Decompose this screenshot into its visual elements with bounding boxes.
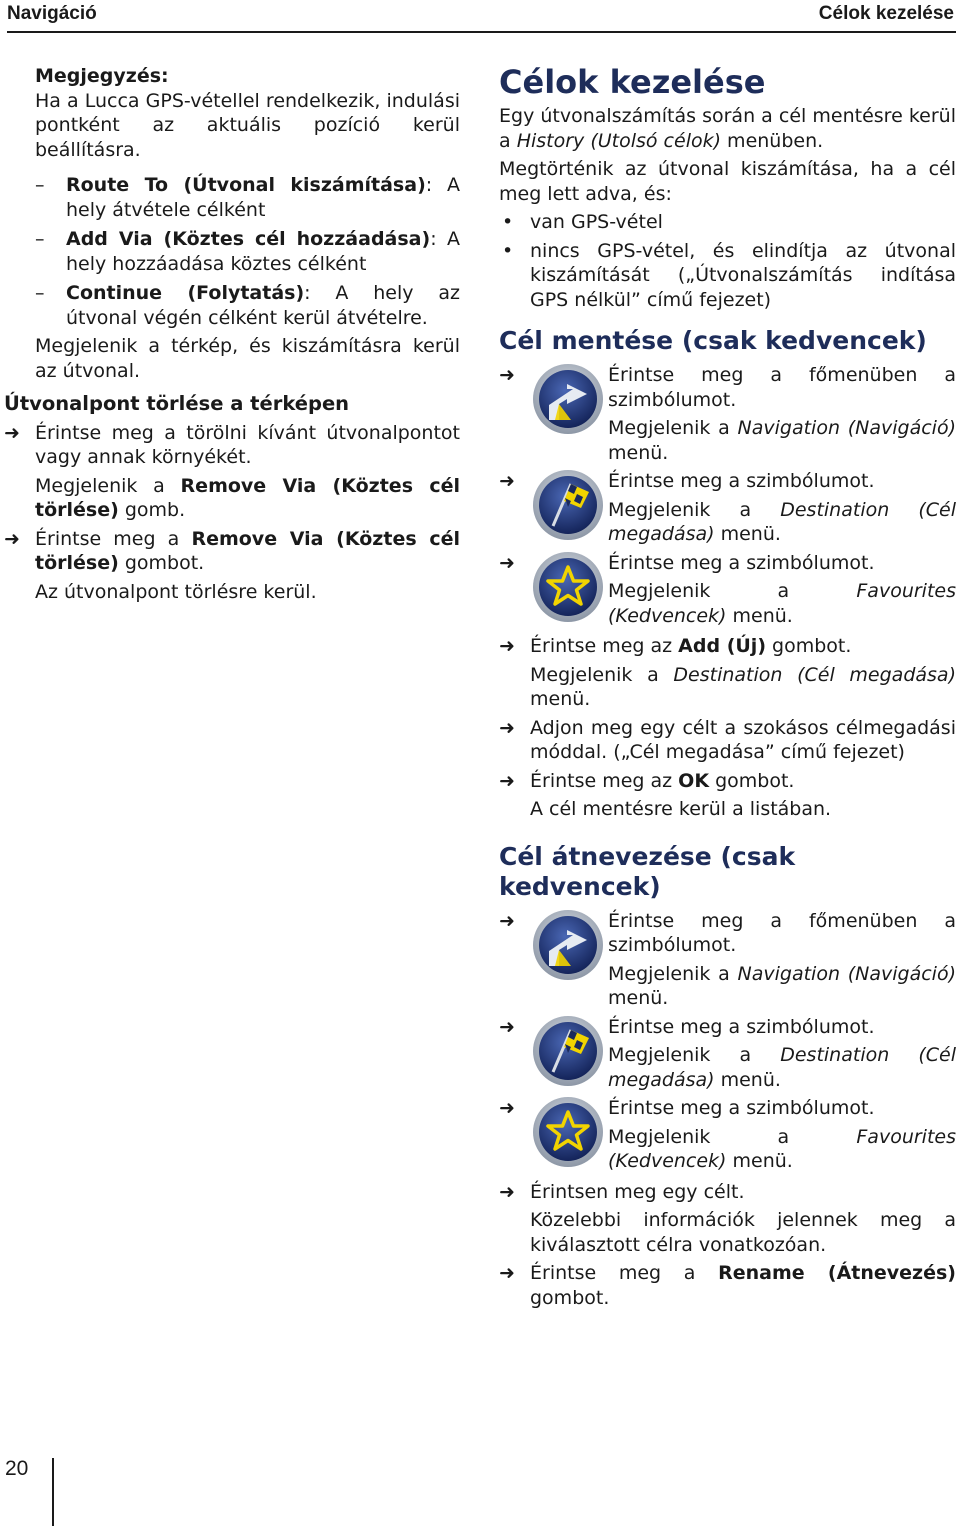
- dash-item: [35, 173, 460, 222]
- result-post: menü.: [608, 441, 669, 464]
- option-term: Route To (Útvonal kiszámítása): [66, 174, 426, 196]
- icon-step: [499, 909, 956, 1011]
- step-item: [499, 1261, 956, 1310]
- step-text: Érintse meg a szimbólumot.: [608, 1097, 875, 1119]
- dash-marker: –: [35, 282, 45, 304]
- step-item: [499, 769, 956, 822]
- result-italic: Destination (Cél megadása): [673, 663, 956, 686]
- result-italic: Navigation (Navigáció): [737, 962, 956, 985]
- result-pre: Megjelenik a: [608, 1044, 781, 1066]
- result-text: [608, 579, 956, 628]
- result-term: Remove Via (Köztes cél törlése): [35, 474, 460, 521]
- favourites-star-icon: [531, 1095, 605, 1169]
- icon-step: [499, 551, 956, 629]
- step-text: Érintsen meg egy célt.: [530, 1180, 745, 1203]
- result-post: menü.: [726, 1150, 793, 1172]
- section-heading-rename: Cél átnevezése (csak kedvencek): [499, 841, 796, 901]
- icon-step: [499, 469, 956, 547]
- result-italic: Destination (Cél megadása): [608, 1044, 956, 1091]
- dash-item: [35, 281, 460, 330]
- step-text: Érintse meg a szimbólumot.: [608, 1015, 875, 1038]
- result-italic: Favourites (Kedvencek): [608, 580, 956, 627]
- step-post: gombot.: [530, 1286, 610, 1309]
- result-pre: Megjelenik a: [608, 962, 738, 985]
- step-term: Rename (Átnevezés): [718, 1262, 956, 1284]
- intro-paragraph: Megtörténik az útvonal kiszámítása, ha a cél meg lett adva, és:: [499, 158, 956, 205]
- result-post: menü.: [726, 604, 793, 627]
- result-text: Közelebbi információk jelennek meg a kiválasztott célra vonatkozóan.: [530, 1209, 956, 1256]
- result-pre: Megjelenik a: [530, 663, 674, 686]
- step-text: Érintse meg a törölni kívánt útvonalpontot vagy annak környékét.: [35, 421, 460, 468]
- arrow-icon: ➜: [4, 527, 20, 550]
- result-text: [608, 1125, 956, 1174]
- result-italic: Destination (Cél megadása): [608, 498, 956, 545]
- header-section-title: Navigáció: [7, 3, 97, 24]
- page-number-rule: [52, 1458, 54, 1526]
- destination-flag-icon: [531, 468, 605, 542]
- arrow-icon: ➜: [499, 1097, 515, 1119]
- section-heading-save: Cél mentése (csak kedvencek): [499, 326, 927, 355]
- step-text: Adjon meg egy célt a szokásos célmegadási móddal. („Cél megadása” című fejezet): [530, 716, 956, 763]
- step-post: gombot.: [766, 635, 852, 657]
- intro-italic: History (Utolsó célok): [516, 129, 722, 152]
- result-italic: Favourites (Kedvencek): [608, 1125, 956, 1172]
- arrow-icon: ➜: [499, 635, 515, 657]
- dash-marker: –: [35, 228, 45, 250]
- result-pre: Megjelenik a: [608, 580, 857, 602]
- header-chapter-title: Célok kezelése: [818, 3, 954, 24]
- option-term: Continue (Folytatás): [66, 282, 305, 304]
- result-post: menü.: [530, 688, 591, 710]
- dash-marker: –: [35, 174, 45, 196]
- step-text: Érintse meg a szimbólumot.: [608, 470, 875, 492]
- step-pre: Érintse meg a: [530, 1262, 719, 1284]
- icon-step: [499, 1096, 956, 1174]
- result-text: A cél mentésre kerül a listában.: [530, 798, 832, 820]
- result-pre: Megjelenik a: [608, 1125, 857, 1148]
- result-post: menü.: [714, 523, 781, 545]
- arrow-icon: ➜: [499, 909, 515, 932]
- step-text: [530, 769, 956, 794]
- arrow-icon: ➜: [4, 421, 20, 444]
- destination-flag-icon: [531, 1014, 605, 1088]
- right-column: [499, 64, 956, 1310]
- result-post: gomb.: [118, 499, 186, 521]
- bullet-text: nincs GPS-vétel, és elindítja az útvonal kiszámítását („Útvonalszámítás indítása GPS nélkül” című fejezet): [530, 239, 956, 311]
- result-post: menü.: [608, 987, 669, 1009]
- result-pre: Megjelenik a: [608, 417, 738, 439]
- result-text: [608, 962, 956, 1011]
- subsection-heading: Útvonalpont törlése a térképen: [4, 392, 350, 415]
- intro-paragraph: [499, 104, 956, 153]
- step-item: [4, 527, 460, 576]
- intro-post: menüben.: [721, 129, 824, 152]
- intro-pre: Egy útvonalszámítás során a cél mentésre kerül a: [499, 105, 956, 152]
- bullet-text: van GPS-vétel: [530, 211, 663, 233]
- step-pre: Érintse meg a: [35, 527, 192, 550]
- icon-step: [499, 363, 956, 465]
- result-text: [608, 498, 956, 547]
- navigation-icon: [531, 362, 605, 436]
- step-term: Add (Új): [678, 635, 767, 657]
- step-pre: Érintse meg az: [530, 769, 679, 792]
- arrow-icon: ➜: [499, 1262, 515, 1284]
- step-post: gombot.: [709, 769, 795, 792]
- result-text: [35, 474, 460, 523]
- step-item: [4, 421, 460, 470]
- bullet-item: [499, 210, 956, 235]
- arrow-icon: ➜: [499, 1180, 515, 1203]
- step-text: [530, 634, 956, 659]
- dash-item: [35, 227, 460, 276]
- note-title: Megjegyzés:: [35, 65, 169, 87]
- arrow-icon: ➜: [499, 551, 515, 574]
- result-text: Az útvonalpont törlésre kerül.: [35, 580, 317, 603]
- bullet-marker: •: [502, 211, 514, 233]
- note-text: Ha a Lucca GPS-vétellel rendelkezik, indulási pontként az aktuális pozíció kerül beállításra.: [35, 89, 460, 161]
- arrow-icon: ➜: [499, 1015, 515, 1038]
- result-text: [608, 1043, 956, 1092]
- step-term: OK: [678, 769, 710, 792]
- left-column: [4, 64, 460, 604]
- bullet-item: [499, 239, 956, 313]
- arrow-icon: ➜: [499, 470, 515, 492]
- step-term: Remove Via (Köztes cél törlése): [35, 527, 460, 574]
- bullet-marker: •: [502, 239, 514, 262]
- result-text: [608, 416, 956, 465]
- step-text: Érintse meg a főmenüben a szimbólumot.: [608, 909, 956, 956]
- step-item: [499, 634, 956, 712]
- page-number: 20: [5, 1457, 29, 1480]
- step-text: Érintse meg a főmenüben a szimbólumot.: [608, 364, 956, 411]
- step-item: [499, 1180, 956, 1258]
- step-item: [499, 716, 956, 765]
- arrow-icon: ➜: [499, 364, 515, 386]
- arrow-icon: ➜: [499, 769, 515, 792]
- option-term: Add Via (Köztes cél hozzáadása): [66, 228, 431, 250]
- navigation-icon: [531, 908, 605, 982]
- result-pre: Megjelenik a: [35, 474, 181, 497]
- result-post: menü.: [714, 1068, 781, 1091]
- icon-step: [499, 1015, 956, 1093]
- page-header: [0, 0, 960, 30]
- result-text: [530, 663, 956, 712]
- option-desc: : A hely az útvonal végén célként kerül átvételre.: [66, 282, 460, 329]
- chapter-title: Célok kezelése: [499, 63, 766, 101]
- arrow-icon: ➜: [499, 716, 515, 739]
- step-post: gombot.: [118, 552, 205, 574]
- option-desc: : A hely átvétele célként: [66, 174, 460, 221]
- option-desc: : A hely hozzáadása köztes célként: [66, 228, 460, 275]
- step-text: Érintse meg a szimbólumot.: [608, 551, 875, 574]
- favourites-star-icon: [531, 550, 605, 624]
- step-text: [530, 1261, 956, 1310]
- result-italic: Navigation (Navigáció): [737, 417, 956, 439]
- result-pre: Megjelenik a: [608, 498, 781, 521]
- step-pre: Érintse meg az: [530, 635, 679, 657]
- header-rule: [7, 31, 956, 33]
- result-text: Megjelenik a térkép, és kiszámításra kerül az útvonal.: [35, 335, 460, 382]
